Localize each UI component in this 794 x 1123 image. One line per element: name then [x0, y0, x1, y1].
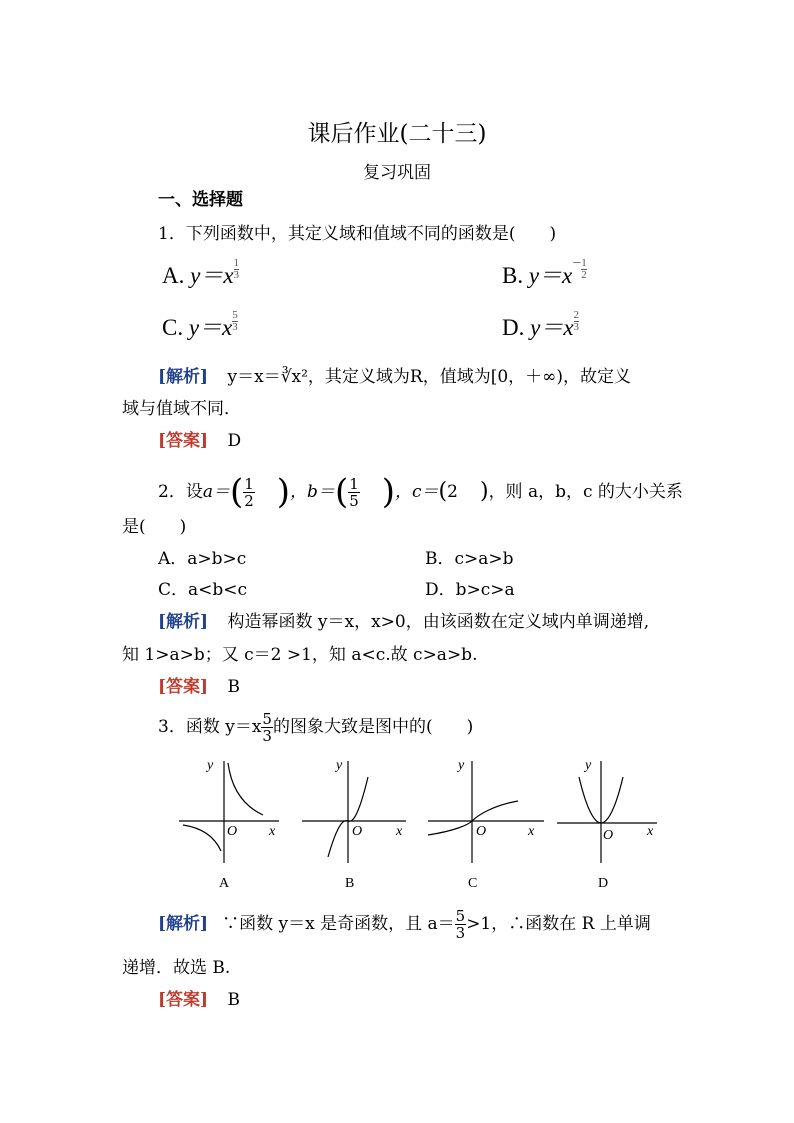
analysis-den: 3 [455, 923, 466, 942]
q1-answer-tag: [答案] [158, 431, 209, 451]
curve-branch-2 [183, 825, 221, 851]
curve-branch-1 [228, 763, 263, 815]
b-den: 5 [349, 491, 359, 510]
q2-a-paren-close: ) [276, 472, 291, 512]
q1-analysis-line2: 域与值域不同． [122, 399, 241, 419]
q2-stem-suffix: ，则 a，b，c 的大小关系 [488, 482, 683, 502]
q1-option-a-expr: y＝x [190, 263, 234, 288]
q2-option-a: A．a>b>c [158, 549, 247, 569]
x-label: x [528, 824, 535, 839]
page-subtitle: 复习巩固 [363, 163, 431, 183]
a-num: 1 [244, 474, 254, 493]
q3-analysis-line2: 递增．故选 B. [122, 958, 231, 978]
origin-label: O [603, 828, 614, 843]
q1-option-b-expr: y＝x [528, 263, 573, 288]
q3-exp-frac [261, 711, 273, 744]
q2-answer-value: B [227, 677, 240, 697]
q3-graph-c [424, 755, 554, 895]
curve [428, 801, 518, 835]
q1-option-d-label: D. [502, 315, 525, 340]
q1-answer [158, 431, 241, 451]
graph-caption: C [468, 876, 478, 891]
exp-num: 1 [581, 257, 587, 269]
x-label: x [396, 824, 403, 839]
q3-answer [158, 990, 240, 1010]
q1-analysis-text: y＝x＝∛x²，其定义域为R，值域为[0，＋∞)，故定义 [227, 367, 631, 387]
q2-b-eq: ，b＝ [290, 482, 335, 502]
q2-c-paren: ( [438, 479, 448, 504]
exp-num: 1 [233, 257, 240, 269]
q2-analysis-text: 构造幂函数 y＝x，x>0，由该函数在定义域内单调递增, [227, 612, 650, 632]
q1-option-c-expr: y＝x [188, 315, 233, 340]
origin-label: O [227, 824, 238, 839]
graph-caption: A [219, 876, 230, 891]
q3-answer-value: B [227, 990, 240, 1010]
q1-analysis-tag: [解析] [158, 367, 209, 387]
a-den: 2 [244, 491, 254, 510]
page-title: 课后作业(二十三) [307, 121, 487, 147]
b-num: 1 [349, 474, 359, 493]
q1-option-d-expr: y＝x [530, 315, 574, 340]
q1-answer-value: D [227, 431, 242, 451]
q2-a-frac [243, 476, 255, 509]
q3-graph-b [298, 755, 413, 895]
exp-den: 3 [233, 269, 240, 281]
q3-analysis [158, 902, 651, 946]
exp-den: 2 [581, 269, 587, 281]
q1-option-b-label: B. [502, 263, 524, 288]
q2-answer [158, 677, 240, 697]
y-label: y [458, 758, 465, 773]
y-label: y [207, 758, 214, 773]
q2-c-eq: ，c＝ [395, 482, 439, 502]
q1-option-a-exp [234, 258, 240, 281]
q3-analysis-part1: ∵函数 y＝x 是奇函数，且 a＝ [222, 914, 455, 934]
q2-answer-tag: [答案] [158, 677, 209, 697]
y-label: y [336, 758, 343, 773]
q3-analysis-frac [455, 908, 467, 941]
y-label: y [585, 758, 592, 773]
q3-exp-den: 3 [262, 726, 272, 745]
analysis-num: 5 [455, 906, 466, 925]
q2-a-eq: a＝ [202, 482, 230, 502]
q1-option-a-label: A. [162, 263, 185, 288]
q1-option-b-exp [581, 258, 587, 281]
q1-option-c-exp [232, 310, 238, 333]
exp-num: 2 [573, 309, 580, 321]
q2-stem-line2: 是( ) [122, 517, 187, 537]
q3-exp-num: 5 [262, 709, 272, 728]
q3-graph-a [175, 755, 285, 895]
q2-stem [158, 462, 683, 522]
section-heading: 一、选择题 [158, 190, 243, 210]
q1-stem: 1．下列函数中，其定义域和值域不同的函数是( ) [158, 224, 557, 244]
exp-den: 3 [573, 321, 580, 333]
q2-c-val: 2 [447, 482, 458, 502]
origin-label: O [352, 824, 363, 839]
q1-option-c [162, 309, 238, 342]
q3-stem-prefix: 3．函数 y＝x [158, 717, 262, 737]
origin-label: O [476, 824, 487, 839]
q1-option-b-sign: − [572, 255, 582, 272]
q2-b-paren-close: ) [381, 472, 396, 512]
q2-a-paren: ( [229, 472, 244, 512]
q1-option-d-exp [574, 310, 580, 333]
graph-caption: B [345, 876, 355, 891]
exp-den: 3 [232, 321, 238, 333]
exp-num: 5 [232, 309, 238, 321]
q2-option-b: B．c>a>b [425, 549, 514, 569]
q2-analysis [158, 612, 649, 632]
x-label: x [647, 824, 654, 839]
graph-caption: D [598, 876, 609, 891]
q1-option-c-label: C. [162, 315, 184, 340]
q3-stem-suffix: 的图象大致是图中的( ) [272, 717, 474, 737]
q1-option-a [162, 257, 240, 290]
q3-graph-d [553, 755, 668, 895]
q2-b-frac [348, 476, 360, 509]
q2-option-d: D．b>c>a [425, 580, 515, 600]
q1-option-d [502, 309, 580, 342]
q1-analysis [158, 367, 631, 387]
q2-analysis-line2: 知 1>a>b；又 c＝2 >1，知 a<c.故 c>a>b. [122, 645, 478, 665]
q1-option-b [502, 255, 587, 290]
q2-stem-prefix: 2．设 [158, 482, 203, 502]
q2-b-paren: ( [334, 472, 349, 512]
q3-stem [158, 705, 473, 749]
q3-analysis-part2: >1，∴函数在 R 上单调 [466, 914, 651, 934]
q3-analysis-tag: [解析] [158, 914, 209, 934]
q2-option-c: C．a<b<c [158, 580, 248, 600]
x-label: x [269, 824, 276, 839]
q3-answer-tag: [答案] [158, 990, 209, 1010]
q2-analysis-tag: [解析] [158, 612, 209, 632]
q2-c-paren-close: ) [479, 479, 489, 504]
